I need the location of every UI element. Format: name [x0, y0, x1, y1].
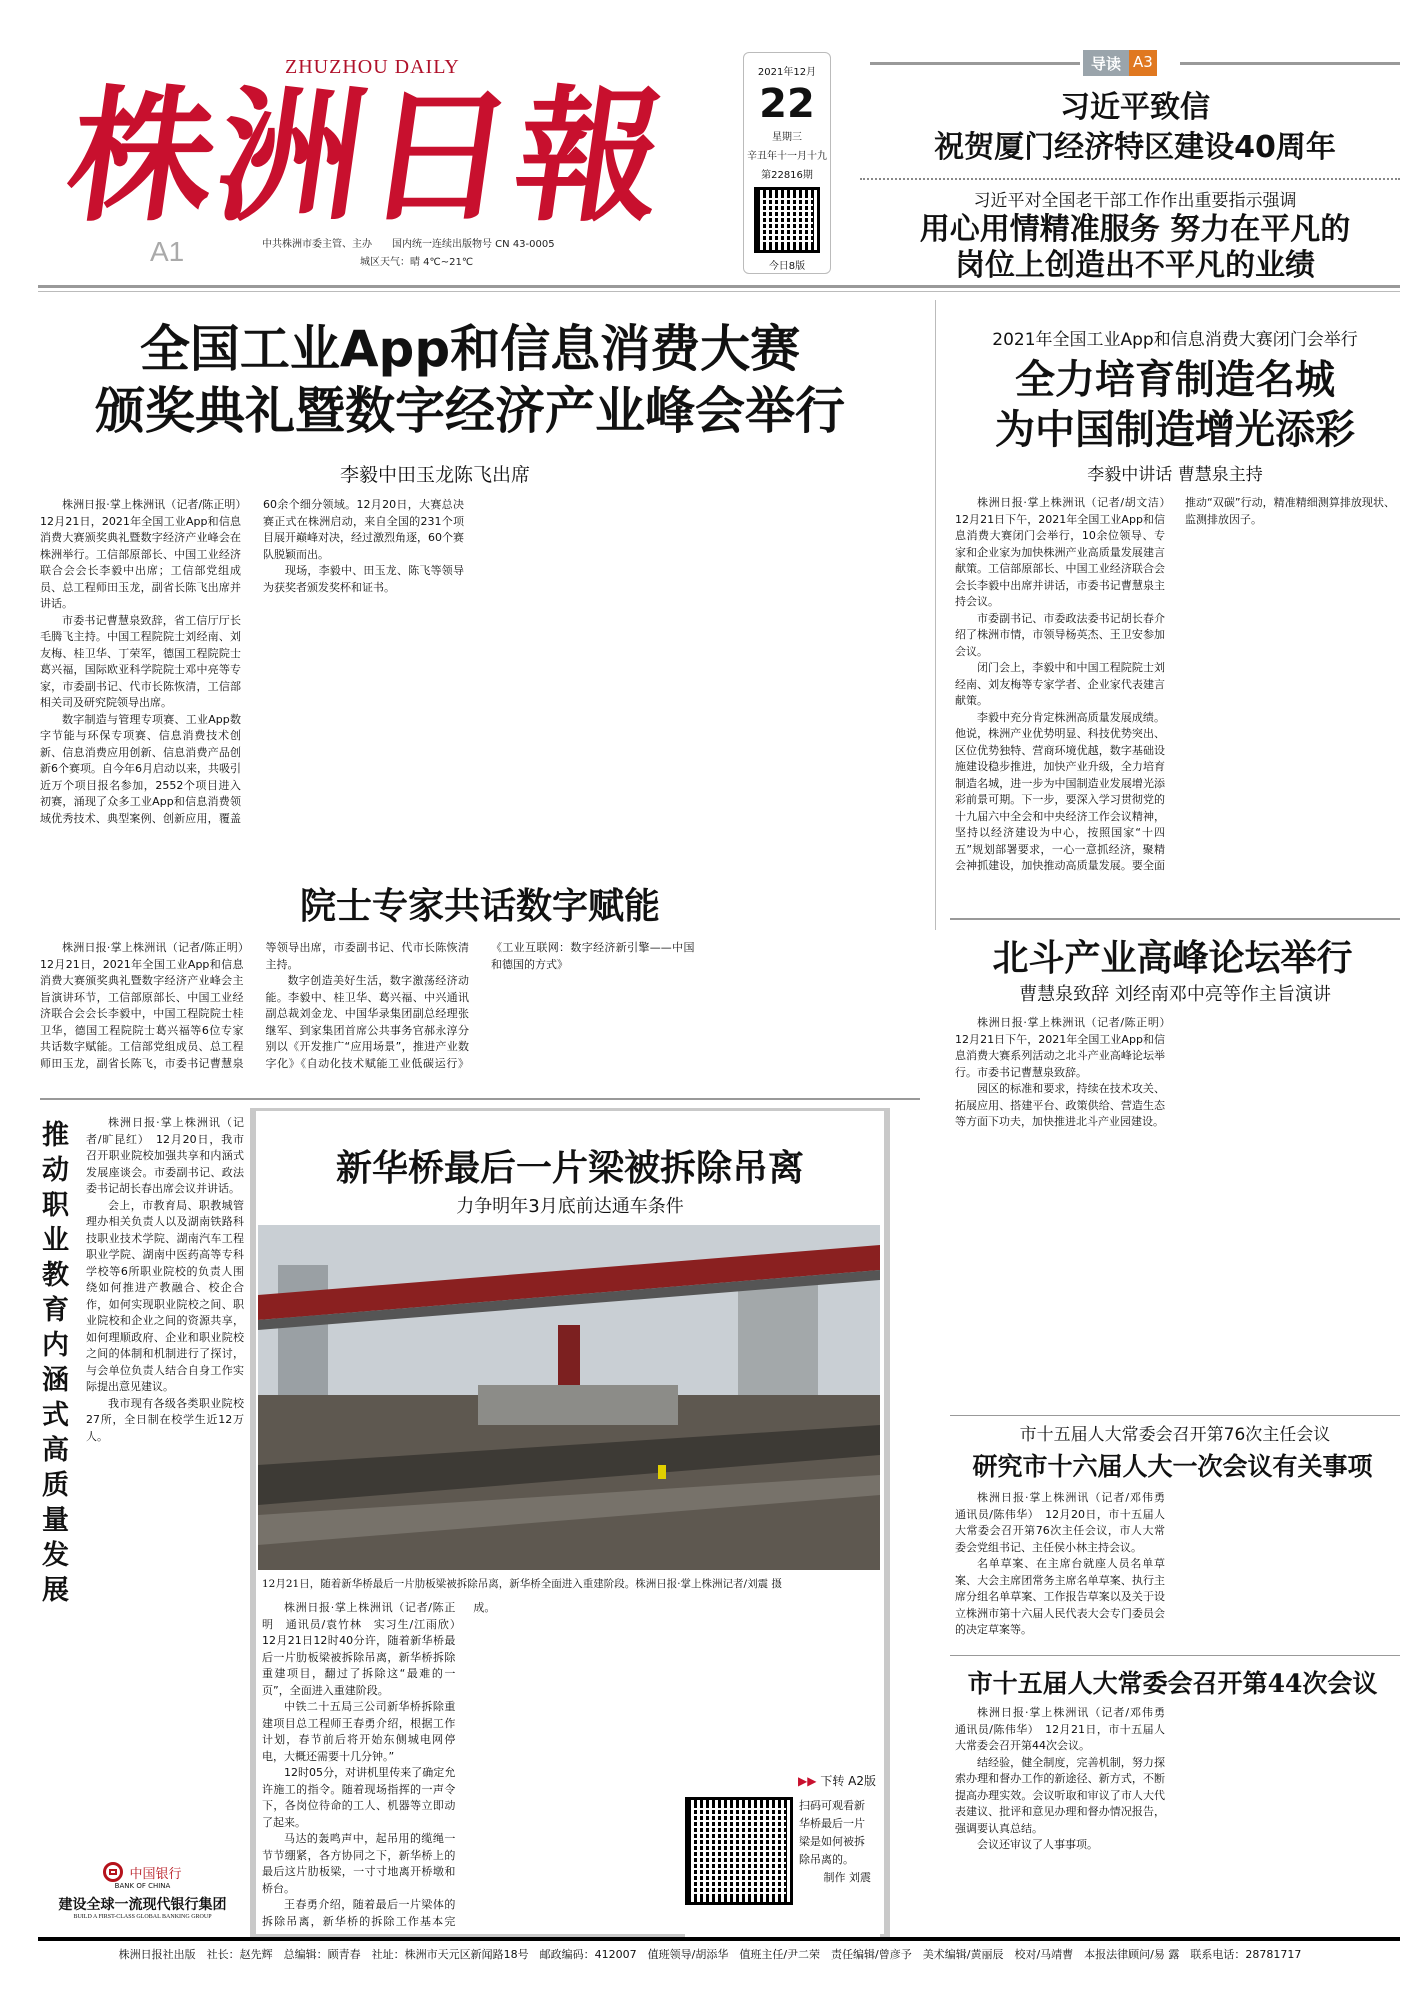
- bank-of-china-logo-icon: [103, 1862, 123, 1882]
- bridge-subhead: 力争明年3月底前达通车条件: [456, 1196, 684, 1217]
- npc76-headline[interactable]: 研究市十六届人大一次会议有关事项: [972, 1452, 1373, 1481]
- divider: [860, 178, 1400, 180]
- npc44-body: [955, 1705, 1395, 1935]
- page-number: A1: [150, 236, 185, 267]
- closing-headline[interactable]: [955, 355, 1395, 455]
- closing-kicker: 2021年全国工业App和信息消费大赛闭门会举行: [992, 330, 1358, 350]
- guide-label: 导读: [1083, 50, 1129, 76]
- date-day: 22: [759, 81, 815, 127]
- paragraph: 市委副书记、市委政法委书记胡长春介绍了株洲市情，市领导杨英杰、王卫安参加会议。: [955, 611, 1165, 658]
- npc76-body: [955, 1490, 1395, 1650]
- publisher-info: 中共株洲市委主管、主办 国内统一连续出版物号 CN 43-0005: [262, 239, 555, 250]
- headline-line: 全国工业App和信息消费大赛: [139, 320, 801, 378]
- paragraph: 株洲日报·掌上株洲讯（记者/陈正明） 12月21日，2021年全国工业App和信息消费大赛颁奖典礼暨数字经济产业峰会主旨演讲环节，工信部原部长、中国工业经济联合会会长李毅中，中国工程院院士桂卫华，德国工程院院士葛兴福等6位专家共话数字赋能。工信部党组成员、总工程师田玉龙，副省长陈飞，市委书记曹慧泉等领导出席，市委副书记、代市长陈恢清主持。: [40, 941, 469, 1070]
- qr-credit: 制作 刘震: [823, 1871, 871, 1884]
- paragraph: 数字制造与管理专项赛、工业App数字节能与环保专项赛、信息消费技术创新、信息消费应用创新、信息消费产品创新6个赛项。自今年6月启动以来，共吸引近万个项目报名参加，2552个项目进入初赛，涌现了众多工业App和信息消费领域优秀技术、典型案例、创新应用，覆盖60余个细分领域。12月20日，大赛总决赛正式在株洲启动，来自全国的231个项目展开巅峰对决，经过激烈角逐，60个赛队脱颖而出。: [40, 498, 464, 825]
- ad-slogan-en: BUILD A FIRST-CLASS GLOBAL BANKING GROUP: [73, 1914, 212, 1920]
- divider: [870, 62, 1080, 65]
- academician-body: [40, 940, 920, 1090]
- masthead-english-name: ZHUZHOU DAILY: [285, 56, 460, 78]
- guide-headline-1[interactable]: [870, 88, 1400, 168]
- ad-slogan: 建设全球一流现代银行集团: [58, 1897, 227, 1913]
- guide-badge: [1083, 50, 1157, 76]
- lead-body: [40, 497, 910, 842]
- bank-of-china-ad[interactable]: [40, 1862, 245, 1920]
- closing-body: [955, 495, 1395, 905]
- date-box: [743, 52, 831, 274]
- guide-kicker-2: 习近平对全国老干部工作作出重要指示强调: [973, 191, 1297, 211]
- masthead-rule: [38, 285, 1400, 292]
- date-weekday: 星期三: [772, 132, 802, 143]
- arrow-icon: ▶▶: [798, 1774, 817, 1788]
- section-divider: [950, 918, 1400, 920]
- lead-headline[interactable]: [40, 318, 900, 442]
- section-divider: [40, 1098, 920, 1100]
- headline-line: 为中国制造增光添彩: [995, 407, 1355, 453]
- qr-code-icon[interactable]: [754, 187, 820, 253]
- paragraph: 数字创造美好生活，数字激荡经济动能。李毅中、桂卫华、葛兴福、中兴通讯副总裁刘金龙、中国华录集团副总经理张继军、到家集团首席公共事务官郝永淳分别以《开发推广“应用场景”，推进产业数字化》《自动化技术赋能工业低碳运行》《工业互联网：数字经济新引擎——中国和德国的方式》: [265, 941, 695, 1070]
- headline-line: 颁奖典礼暨数字经济产业峰会举行: [95, 382, 845, 440]
- academician-headline[interactable]: 院士专家共话数字赋能: [299, 886, 660, 927]
- paragraph: 会议还审议了人事事项。: [977, 1838, 1098, 1851]
- paragraph: 中铁二十五局三公司新华桥拆除重建项目总工程师王春勇介绍，根据工作计划，春节前后将开始东侧城电网停电，大概还需要十几分钟。”: [262, 1700, 456, 1763]
- qr-note: 扫码可观看新华桥最后一片梁是如何被拆除吊离的。: [799, 1799, 865, 1866]
- paragraph: 王春勇介绍，随着最后一片梁体的拆除吊离，新华桥的拆除工作基本完成。: [262, 1601, 496, 1928]
- paragraph: 名单草案、在主席台就座人员名单草案、大会主席团常务主席名单草案、执行主席分组名单草案、工作报告草案以及关于设立株洲市第十六届人民代表大会专门委员会的决定草案等。: [955, 1557, 1165, 1636]
- paragraph: 株洲日报·掌上株洲讯（记者/旷昆红） 12月20日，我市召开职业院校加强共享和内涵式发展座谈会。市委副书记、政法委书记胡长春出席会议并讲话。: [86, 1116, 244, 1195]
- paragraph: 闭门会上，李毅中和中国工程院院士刘经南、刘友梅等专家学者、企业家代表建言献策。: [955, 661, 1165, 707]
- continued-link[interactable]: [685, 1768, 880, 1789]
- paragraph: 园区的标准和要求，持续在技术攻关、拓展应用、搭建平台、政策供给、营造生态等方面下功夫，加快推进北斗产业园建设。: [955, 1082, 1165, 1128]
- paragraph: 12时05分，对讲机里传来了确定允许施工的指令。随着现场指挥的一声令下，各岗位待命的工人、机器等立即动了起来。: [262, 1766, 456, 1829]
- headline-line: 祝贺厦门经济特区建设40周年: [934, 130, 1336, 165]
- column-divider: [935, 300, 936, 930]
- paragraph: 株洲日报·掌上株洲讯（记者/陈正明 通讯员/袁竹林 实习生/江雨欣） 12月21日12时40分许，随着新华桥最后一片肋板梁被拆除吊离，新华桥拆除重建项目，翻过了拆除这“最难的一页”，全面进入重建阶段。: [262, 1601, 467, 1697]
- paragraph: 马达的轰鸣声中，起吊用的缆绳一节节绷紧，各方协同之下，新华桥上的最后这片肋板梁，一寸寸地离开桥墩和桥台。: [262, 1832, 456, 1895]
- paragraph: 株洲日报·掌上株洲讯（记者/陈正明） 12月21日，2021年全国工业App和信息消费大赛颁奖典礼暨数字经济产业峰会在株洲举行。工信部原部长、中国工业经济联合会会长李毅中出席；工信部党组成员、总工程师田玉龙，副省长陈飞出席并讲话。: [40, 498, 252, 610]
- paragraph: 我市现有各级各类职业院校27所，全日制在校学生近12万人。: [86, 1396, 244, 1443]
- paragraph: 结经验，健全制度，完善机制，努力探索办理和督办工作的新途径、新方式，不断提高办理实效。会议听取和审议了市人大代表建议、批评和意见办理和督办情况报告，强调要认真总结。: [955, 1755, 1165, 1835]
- npc44-headline[interactable]: 市十五届人大常委会召开第44次会议: [967, 1669, 1378, 1698]
- guide-page: A3: [1129, 50, 1157, 76]
- guide-headline-2[interactable]: [870, 212, 1400, 284]
- beidou-subhead: 曹慧泉致辞 刘经南邓中亮等作主旨演讲: [1019, 984, 1331, 1005]
- divider: [1180, 62, 1400, 65]
- section-divider: [950, 1415, 1400, 1416]
- page-count: 今日8版: [768, 261, 806, 272]
- continued-label: 下转 A2版: [820, 1774, 876, 1788]
- weather: 城区天气：晴 4℃~21℃: [360, 257, 474, 268]
- beidou-body: [955, 1015, 1395, 1405]
- headline-line: 岗位上创造出不平凡的业绩: [955, 248, 1315, 283]
- section-divider: [950, 1655, 1400, 1656]
- paragraph: 李毅中充分肯定株洲高质量发展成绩。他说，株洲产业优势明显、科技优势突出、区位优势独特、营商环境优越，数字基础设施建设稳步推进，加快产业升级，全力培育制造名城，进一步为中国制造业发展增光添彩前景可期。下一步，要深入学习贯彻党的十九届六中全会和中央经济工作会议精神，坚持以经济建设为中心，按照国家“十四五”规划部署要求，一心一意抓经济，聚精会神抓建设，加快推动高质量发展。要全面推动“双碳”行动，精准精细测算排放现状、监测排放因子。: [955, 496, 1395, 872]
- headline-line: 习近平致信: [1060, 90, 1210, 125]
- headline-line: 全力培育制造名城: [1015, 357, 1335, 403]
- issue-number: 第22816期: [761, 170, 813, 181]
- npc76-kicker: 市十五届人大常委会召开第76次主任会议: [1019, 1425, 1331, 1445]
- paragraph: 株洲日报·掌上株洲讯（记者/邓伟勇 通讯员/陈伟华） 12月21日，市十五届人大常委会召开第44次会议。: [955, 1706, 1176, 1752]
- bridge-headline[interactable]: 新华桥最后一片梁被拆除吊离: [335, 1148, 804, 1189]
- ad-brand: 中国银行: [129, 1866, 182, 1882]
- qr-panel: [685, 1768, 880, 1938]
- paragraph: 株洲日报·掌上株洲讯（记者/邓伟勇 通讯员/陈伟华） 12月20日，市十五届人大常委会召开第76次主任会议，市人大常委会党组书记、主任侯小林主持会议。: [955, 1491, 1176, 1554]
- paragraph: 株洲日报·掌上株洲讯（记者/胡文洁） 12月21日下午，2021年全国工业App和信息消费大赛闭门会举行，10余位领导、专家和企业家为加快株洲产业高质量发展建言献策。工信部原部长、中国工业经济联合会会长李毅中出席并讲话，市委书记曹慧泉主持会议。: [955, 496, 1176, 608]
- date-lunar: 辛丑年十一月十九: [747, 151, 827, 162]
- closing-subhead: 李毅中讲话 曹慧泉主持: [1087, 465, 1263, 485]
- vocational-headline[interactable]: 推动职业教育内涵式高质量发展: [42, 1120, 69, 1606]
- paragraph: 现场，李毅中、田玉龙、陈飞等领导为获奖者颁发奖杯和证书。: [263, 564, 464, 594]
- paragraph: 株洲日报·掌上株洲讯（记者/陈正明） 12月21日下午，2021年全国工业App和信息消费大赛系列活动之北斗产业高峰论坛举行。市委书记曹慧泉致辞。: [955, 1016, 1176, 1079]
- date-year-month: 2021年12月: [757, 67, 817, 78]
- lead-subhead: 李毅中田玉龙陈飞出席: [340, 464, 531, 486]
- masthead-logo: 株洲日報: [58, 72, 678, 242]
- paragraph: 市委书记曹慧泉致辞，省工信厅厅长毛腾飞主持。中国工程院院士刘经南、刘友梅、桂卫华、丁荣军，德国工程院院士葛兴福，国际欧亚科学院院士邓中亮等专家，市委副书记、代市长陈恢清，工信部相关司及研究院领导出席。: [40, 613, 241, 709]
- ad-brand-en: BANK OF CHINA: [114, 1882, 171, 1890]
- qr-code-icon[interactable]: [685, 1797, 793, 1905]
- vocational-body: [86, 1115, 244, 1850]
- footer-credits: 株洲日报社出版 社长：赵先辉 总编辑：顾青春 社址：株洲市天元区新闻路18号 邮政编码：412007 值班领导/胡添华 值班主任/尹二荣 责任编辑/曾彦予 美术编辑/黄丽辰 校对/马靖曹 本报法律顾问/易 露 联系电话：28781717: [118, 1948, 1302, 1961]
- bridge-demolition-photo: [258, 1225, 880, 1570]
- footer-rule: [38, 1937, 1400, 1941]
- beidou-headline[interactable]: 北斗产业高峰论坛举行: [992, 938, 1353, 979]
- photo-caption: 12月21日，随着新华桥最后一片肋板梁被拆除吊离，新华桥全面进入重建阶段。株洲日报·掌上株洲记者/刘震 摄: [262, 1578, 782, 1590]
- headline-line: 用心用情精准服务 努力在平凡的: [919, 212, 1351, 247]
- paragraph: 会上，市教育局、职教城管理办相关负责人以及湖南铁路科技职业技术学院、湖南汽车工程职业学院、湖南中医药高等专科学校等6所职业院校的负责人围绕如何推进产教融合、校企合作，如何实现职业院校之间、职业院校和企业之间的资源共享，如何理顺政府、企业和职业院校之间的体制和机制进行了探讨，与会单位负责人结合自身工作实际提出意见建议。: [86, 1198, 244, 1393]
